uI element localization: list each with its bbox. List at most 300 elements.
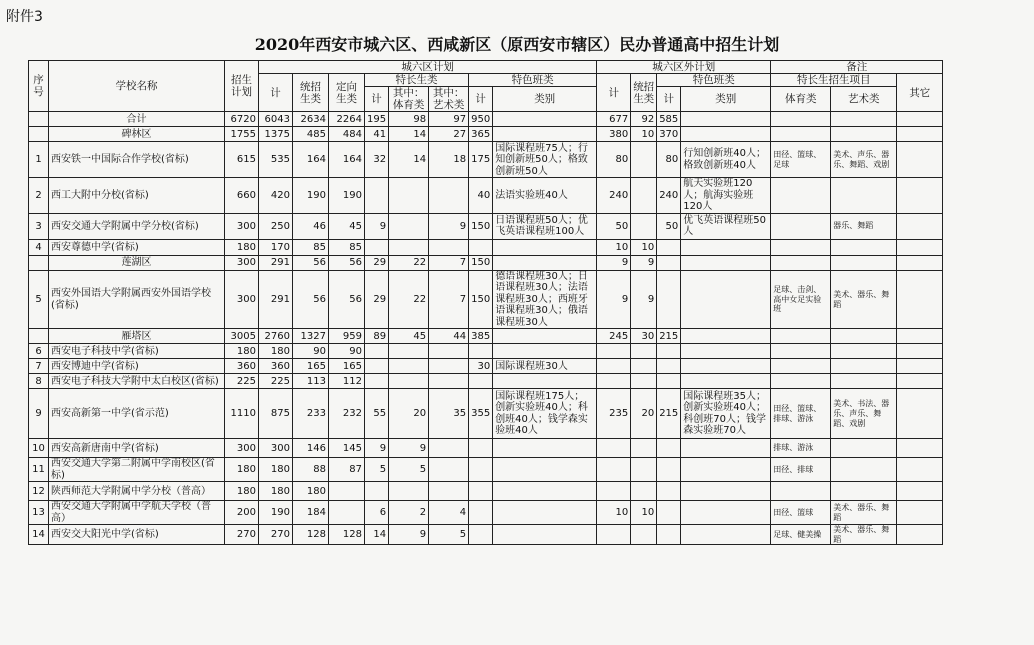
cell-r-sports (771, 255, 831, 270)
cell-directed: 112 (329, 374, 365, 389)
cell-sports: 14 (389, 142, 429, 178)
col-plan: 招生计划 (225, 61, 259, 112)
cell-o-feat: 50 (657, 213, 681, 239)
cell-o-unified (631, 482, 657, 501)
cell-r-arts (831, 112, 897, 127)
cell-r-arts: 美术、书法、器乐、声乐、舞蹈、戏剧 (831, 389, 897, 439)
cell-o-total (597, 374, 631, 389)
col-other: 其它 (897, 74, 943, 112)
cell-directed: 128 (329, 525, 365, 545)
cell-r-arts: 美术、器乐、舞蹈 (831, 501, 897, 525)
table-body (29, 112, 943, 545)
cell-o-feat (657, 255, 681, 270)
cell-directed: 2264 (329, 112, 365, 127)
cell-sports (389, 374, 429, 389)
cell-r-sports (771, 127, 831, 142)
cell-directed: 484 (329, 127, 365, 142)
cell-directed: 56 (329, 270, 365, 329)
cell-o-unified (631, 374, 657, 389)
cell-o-unified: 10 (631, 239, 657, 255)
cell-o-unified (631, 213, 657, 239)
cell-plan: 300 (225, 270, 259, 329)
cell-o-unified: 30 (631, 329, 657, 344)
col-seq: 序号 (29, 61, 49, 112)
table-row (29, 359, 943, 374)
cell-name: 西安电子科技大学附中太白校区(省标) (49, 374, 225, 389)
cell-feat-type (493, 329, 597, 344)
cell-sports (389, 344, 429, 359)
cell-o-total: 80 (597, 142, 631, 178)
cell-feat (469, 439, 493, 458)
col-feature: 特色班类 (469, 74, 597, 87)
cell-o-total (597, 439, 631, 458)
cell-o-feat_type (681, 329, 771, 344)
table-row (29, 482, 943, 501)
cell-seq (29, 329, 49, 344)
table-row (29, 213, 943, 239)
cell-r-sports: 田径、排球 (771, 458, 831, 482)
cell-o-feat: 370 (657, 127, 681, 142)
cell-seq: 12 (29, 482, 49, 501)
cell-arts: 7 (429, 255, 469, 270)
cell-directed: 85 (329, 239, 365, 255)
cell-arts (429, 359, 469, 374)
cell-name: 西安电子科技中学(省标) (49, 344, 225, 359)
cell-seq: 2 (29, 178, 49, 214)
cell-o-total: 50 (597, 213, 631, 239)
cell-spec (365, 178, 389, 214)
table-row (29, 270, 943, 329)
cell-other (897, 142, 943, 178)
table-row (29, 525, 943, 545)
cell-directed (329, 482, 365, 501)
cell-plan: 660 (225, 178, 259, 214)
cell-spec (365, 482, 389, 501)
cell-other (897, 344, 943, 359)
cell-feat-type: 德语课程班30人；日语课程班30人；法语课程班30人；西班牙语课程班30人；俄语课程班30人 (493, 270, 597, 329)
cell-sports: 5 (389, 458, 429, 482)
cell-o-feat (657, 501, 681, 525)
cell-spec: 5 (365, 458, 389, 482)
cell-seq: 5 (29, 270, 49, 329)
cell-seq: 10 (29, 439, 49, 458)
cell-feat: 355 (469, 389, 493, 439)
cell-spec: 89 (365, 329, 389, 344)
cell-seq: 11 (29, 458, 49, 482)
cell-o-unified: 92 (631, 112, 657, 127)
cell-feat-type (493, 501, 597, 525)
cell-arts: 44 (429, 329, 469, 344)
cell-plan: 180 (225, 482, 259, 501)
cell-directed: 90 (329, 344, 365, 359)
cell-directed: 164 (329, 142, 365, 178)
cell-o-feat_type (681, 374, 771, 389)
table-row (29, 178, 943, 214)
cell-spec: 9 (365, 213, 389, 239)
cell-sports: 20 (389, 389, 429, 439)
cell-name: 西安交通大学附属中学分校(省标) (49, 213, 225, 239)
cell-name: 西安高新唐南中学(省标) (49, 439, 225, 458)
cell-r-sports: 田径、篮球、排球、游泳 (771, 389, 831, 439)
cell-o-unified (631, 458, 657, 482)
col-inner-group: 城六区计划 (259, 61, 597, 74)
cell-sports (389, 482, 429, 501)
cell-o-feat_type (681, 439, 771, 458)
cell-o-feat_type (681, 359, 771, 374)
cell-o-feat_type (681, 344, 771, 359)
cell-directed: 232 (329, 389, 365, 439)
cell-total: 2760 (259, 329, 293, 344)
cell-sports: 14 (389, 127, 429, 142)
cell-plan: 360 (225, 359, 259, 374)
cell-arts (429, 374, 469, 389)
cell-total: 170 (259, 239, 293, 255)
cell-arts: 5 (429, 525, 469, 545)
district-row (29, 127, 943, 142)
cell-directed: 87 (329, 458, 365, 482)
cell-seq: 6 (29, 344, 49, 359)
cell-o-total (597, 359, 631, 374)
col-outer-feature: 特色班类 (657, 74, 771, 87)
cell-other (897, 213, 943, 239)
cell-total: 420 (259, 178, 293, 214)
cell-o-total (597, 344, 631, 359)
cell-o-unified (631, 525, 657, 545)
cell-feat-type: 法语实验班40人 (493, 178, 597, 214)
table-row (29, 458, 943, 482)
cell-o-unified (631, 142, 657, 178)
cell-o-feat: 215 (657, 329, 681, 344)
table-row (29, 374, 943, 389)
cell-unified: 128 (293, 525, 329, 545)
cell-o-total (597, 458, 631, 482)
cell-feat: 150 (469, 255, 493, 270)
cell-total: 360 (259, 359, 293, 374)
col-spec-items: 特长生招生项目 (771, 74, 897, 87)
cell-seq: 14 (29, 525, 49, 545)
cell-seq: 13 (29, 501, 49, 525)
total-row (29, 112, 943, 127)
cell-seq: 1 (29, 142, 49, 178)
cell-feat-type (493, 127, 597, 142)
cell-o-total: 10 (597, 501, 631, 525)
cell-r-arts (831, 458, 897, 482)
cell-other (897, 127, 943, 142)
cell-unified: 56 (293, 255, 329, 270)
cell-name: 合计 (49, 112, 225, 127)
district-row (29, 329, 943, 344)
table-row (29, 344, 943, 359)
cell-r-arts (831, 439, 897, 458)
cell-seq (29, 112, 49, 127)
cell-arts (429, 458, 469, 482)
cell-feat: 150 (469, 270, 493, 329)
col-feat-total: 计 (469, 87, 493, 112)
cell-other (897, 112, 943, 127)
cell-o-total: 9 (597, 270, 631, 329)
cell-unified: 46 (293, 213, 329, 239)
cell-name: 西安交大阳光中学(省标) (49, 525, 225, 545)
cell-other (897, 482, 943, 501)
cell-o-unified: 9 (631, 270, 657, 329)
cell-arts: 97 (429, 112, 469, 127)
cell-directed: 190 (329, 178, 365, 214)
cell-other (897, 239, 943, 255)
cell-o-feat_type (681, 239, 771, 255)
cell-other (897, 270, 943, 329)
cell-o-feat (657, 239, 681, 255)
cell-feat-type: 国际课程班75人；行知创新班50人；格致创新班50人 (493, 142, 597, 178)
cell-plan: 300 (225, 213, 259, 239)
cell-o-feat (657, 439, 681, 458)
cell-feat-type: 国际课程班30人 (493, 359, 597, 374)
col-total: 计 (259, 74, 293, 112)
cell-r-arts: 美术、器乐、舞蹈 (831, 270, 897, 329)
cell-r-sports (771, 178, 831, 214)
cell-spec: 29 (365, 270, 389, 329)
cell-feat (469, 482, 493, 501)
cell-feat (469, 525, 493, 545)
cell-o-feat (657, 270, 681, 329)
cell-o-feat: 240 (657, 178, 681, 214)
cell-name: 莲湖区 (49, 255, 225, 270)
cell-o-feat (657, 359, 681, 374)
cell-unified: 113 (293, 374, 329, 389)
cell-spec (365, 374, 389, 389)
col-outer-total: 计 (597, 74, 631, 112)
cell-o-feat (657, 458, 681, 482)
cell-o-total: 9 (597, 255, 631, 270)
cell-r-arts (831, 127, 897, 142)
cell-name: 西工大附中分校(省标) (49, 178, 225, 214)
cell-spec: 9 (365, 439, 389, 458)
cell-feat-type: 国际课程班175人；创新实验班40人；科创班40人；钱学森实验班40人 (493, 389, 597, 439)
cell-o-total (597, 525, 631, 545)
cell-r-sports (771, 344, 831, 359)
cell-other (897, 329, 943, 344)
cell-total: 225 (259, 374, 293, 389)
attachment-label: 附件3 (6, 9, 43, 25)
cell-total: 291 (259, 270, 293, 329)
col-outer-group: 城六区外计划 (597, 61, 771, 74)
cell-other (897, 374, 943, 389)
cell-plan: 615 (225, 142, 259, 178)
cell-seq: 4 (29, 239, 49, 255)
cell-feat (469, 239, 493, 255)
cell-plan: 180 (225, 344, 259, 359)
cell-plan: 300 (225, 255, 259, 270)
cell-unified: 88 (293, 458, 329, 482)
cell-directed: 145 (329, 439, 365, 458)
cell-name: 碑林区 (49, 127, 225, 142)
cell-unified: 165 (293, 359, 329, 374)
cell-total: 180 (259, 344, 293, 359)
cell-o-feat_type (681, 458, 771, 482)
cell-unified: 164 (293, 142, 329, 178)
cell-plan: 1755 (225, 127, 259, 142)
cell-feat: 950 (469, 112, 493, 127)
cell-feat: 40 (469, 178, 493, 214)
cell-o-total: 245 (597, 329, 631, 344)
col-directed: 定向生类 (329, 74, 365, 112)
cell-feat-type (493, 458, 597, 482)
cell-total: 535 (259, 142, 293, 178)
cell-feat-type: 日语课程班50人；优飞英语课程班100人 (493, 213, 597, 239)
cell-sports (389, 213, 429, 239)
cell-arts: 35 (429, 389, 469, 439)
cell-o-feat_type (681, 501, 771, 525)
col-outer-feat-type: 类别 (681, 87, 771, 112)
cell-o-feat (657, 344, 681, 359)
cell-o-feat_type: 行知创新班40人；格致创新班40人 (681, 142, 771, 178)
cell-directed: 45 (329, 213, 365, 239)
cell-o-total: 380 (597, 127, 631, 142)
cell-other (897, 178, 943, 214)
cell-seq: 7 (29, 359, 49, 374)
cell-total: 250 (259, 213, 293, 239)
enrollment-plan-table (28, 60, 943, 545)
cell-r-arts (831, 374, 897, 389)
table-row (29, 439, 943, 458)
cell-total: 270 (259, 525, 293, 545)
cell-r-arts (831, 178, 897, 214)
cell-directed: 56 (329, 255, 365, 270)
cell-arts: 9 (429, 213, 469, 239)
cell-plan: 270 (225, 525, 259, 545)
cell-r-sports (771, 359, 831, 374)
cell-feat: 365 (469, 127, 493, 142)
page-title: 2020年西安市城六区、西咸新区（原西安市辖区）民办普通高中招生计划 (254, 35, 780, 54)
col-specialty: 特长生类 (365, 74, 469, 87)
cell-r-sports (771, 213, 831, 239)
cell-name: 西安高新第一中学(省示范) (49, 389, 225, 439)
cell-other (897, 439, 943, 458)
col-outer-unified: 统招生类 (631, 74, 657, 112)
cell-sports: 9 (389, 525, 429, 545)
cell-r-sports: 排球、游泳 (771, 439, 831, 458)
cell-unified: 233 (293, 389, 329, 439)
cell-r-sports (771, 329, 831, 344)
cell-spec: 6 (365, 501, 389, 525)
cell-sports: 2 (389, 501, 429, 525)
cell-feat (469, 374, 493, 389)
cell-o-unified: 10 (631, 501, 657, 525)
cell-name: 陕西师范大学附属中学分校（普高） (49, 482, 225, 501)
cell-o-total: 240 (597, 178, 631, 214)
district-row (29, 255, 943, 270)
cell-r-sports: 田径、篮球、足球 (771, 142, 831, 178)
cell-unified: 90 (293, 344, 329, 359)
cell-r-arts (831, 359, 897, 374)
cell-feat-type (493, 239, 597, 255)
cell-arts (429, 439, 469, 458)
cell-sports: 22 (389, 255, 429, 270)
cell-plan: 6720 (225, 112, 259, 127)
cell-spec (365, 344, 389, 359)
cell-spec: 32 (365, 142, 389, 178)
cell-r-arts: 美术、器乐、舞蹈 (831, 525, 897, 545)
table-row (29, 142, 943, 178)
cell-total: 1375 (259, 127, 293, 142)
cell-o-unified: 20 (631, 389, 657, 439)
cell-spec: 195 (365, 112, 389, 127)
cell-sports: 22 (389, 270, 429, 329)
col-unified: 统招生类 (293, 74, 329, 112)
cell-sports: 45 (389, 329, 429, 344)
cell-r-sports: 足球、击剑、高中女足实验班 (771, 270, 831, 329)
cell-feat: 30 (469, 359, 493, 374)
cell-o-feat: 215 (657, 389, 681, 439)
cell-o-feat_type: 国际课程班35人；创新实验班40人；科创班70人；钱学森实验班70人 (681, 389, 771, 439)
cell-spec: 41 (365, 127, 389, 142)
cell-plan: 3005 (225, 329, 259, 344)
cell-total: 190 (259, 501, 293, 525)
cell-sports: 9 (389, 439, 429, 458)
cell-other (897, 458, 943, 482)
cell-other (897, 501, 943, 525)
cell-r-sports (771, 112, 831, 127)
cell-o-feat_type: 优飞英语课程班50人 (681, 213, 771, 239)
cell-seq (29, 255, 49, 270)
cell-feat-type (493, 255, 597, 270)
cell-feat (469, 458, 493, 482)
cell-r-sports: 足球、健美操 (771, 525, 831, 545)
cell-feat: 175 (469, 142, 493, 178)
cell-r-arts: 美术、声乐、器乐、舞蹈、戏剧 (831, 142, 897, 178)
col-feat-type: 类别 (493, 87, 597, 112)
cell-total: 300 (259, 439, 293, 458)
cell-arts (429, 344, 469, 359)
cell-unified: 146 (293, 439, 329, 458)
col-spec-arts: 艺术类 (831, 87, 897, 112)
cell-name: 雁塔区 (49, 329, 225, 344)
cell-o-feat_type (681, 112, 771, 127)
cell-unified: 190 (293, 178, 329, 214)
cell-arts (429, 482, 469, 501)
cell-o-total: 677 (597, 112, 631, 127)
cell-unified: 184 (293, 501, 329, 525)
cell-spec: 55 (365, 389, 389, 439)
cell-total: 6043 (259, 112, 293, 127)
cell-o-feat_type (681, 127, 771, 142)
cell-feat-type (493, 112, 597, 127)
cell-feat (469, 501, 493, 525)
cell-sports (389, 239, 429, 255)
cell-total: 875 (259, 389, 293, 439)
table-row (29, 239, 943, 255)
cell-o-total: 10 (597, 239, 631, 255)
cell-o-feat: 80 (657, 142, 681, 178)
cell-o-feat: 585 (657, 112, 681, 127)
cell-o-feat_type: 航天实验班120人；航海实验班120人 (681, 178, 771, 214)
cell-r-arts (831, 482, 897, 501)
cell-name: 西安外国语大学附属西安外国语学校(省标) (49, 270, 225, 329)
cell-seq (29, 127, 49, 142)
col-outer-feat-total: 计 (657, 87, 681, 112)
cell-seq: 9 (29, 389, 49, 439)
cell-r-sports (771, 374, 831, 389)
cell-directed: 959 (329, 329, 365, 344)
cell-unified: 1327 (293, 329, 329, 344)
cell-r-sports (771, 239, 831, 255)
cell-r-arts (831, 255, 897, 270)
cell-o-unified (631, 359, 657, 374)
cell-directed: 165 (329, 359, 365, 374)
cell-sports: 98 (389, 112, 429, 127)
cell-name: 西安尊德中学(省标) (49, 239, 225, 255)
table-row (29, 389, 943, 439)
cell-r-sports: 田径、篮球 (771, 501, 831, 525)
